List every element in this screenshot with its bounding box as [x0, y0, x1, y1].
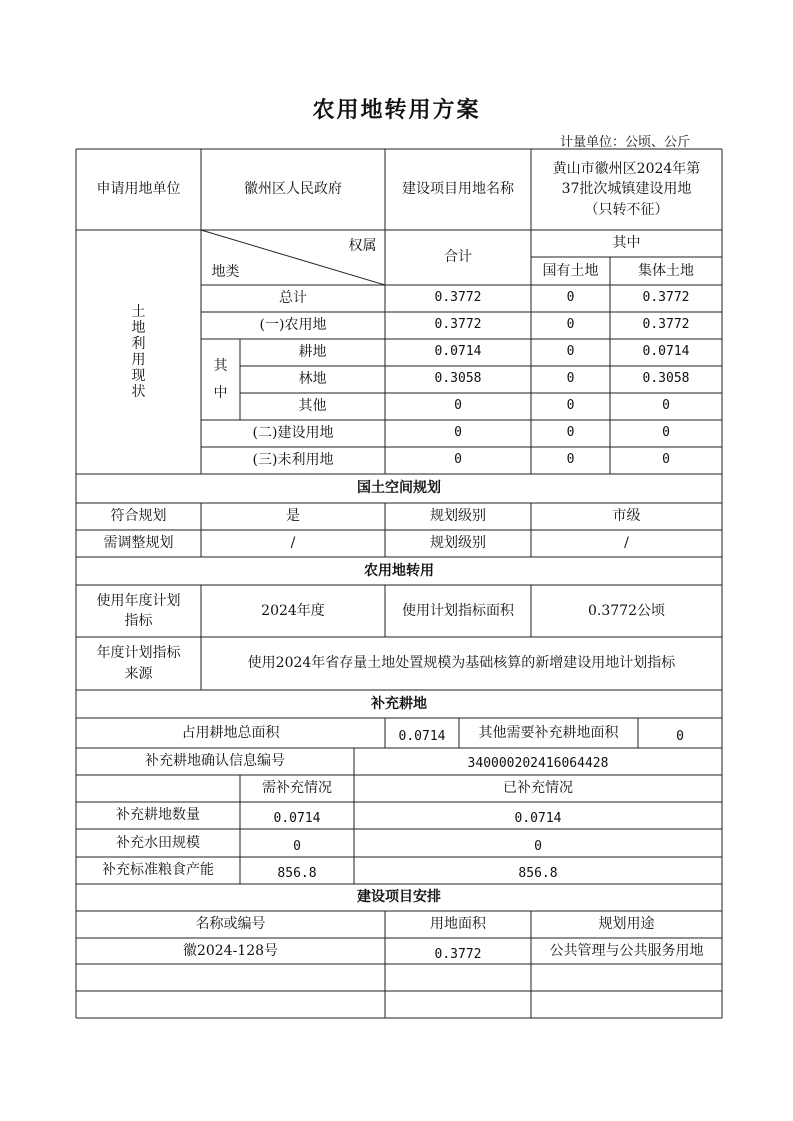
- row-label: (三)未利用地: [252, 452, 334, 469]
- vertical-char: 利: [131, 335, 146, 352]
- unit-note: 计量单位：公顷、公斤: [560, 135, 691, 150]
- state-land-header: 国有土地: [542, 262, 599, 279]
- source-label: [76, 637, 201, 690]
- plan-label: [76, 585, 201, 637]
- conform-value: 是: [286, 508, 300, 525]
- supplement-row-need: 0: [293, 838, 301, 854]
- conform-label: 符合规划: [110, 508, 167, 525]
- adjust-label: 需调整规划: [103, 535, 174, 552]
- document-title: 农用地转用方案: [312, 98, 481, 123]
- occupied-value: 0.0714: [398, 728, 446, 744]
- row-label: 总计: [279, 290, 307, 307]
- project-name-line1: 黄山市徽州区2024年第: [552, 161, 701, 178]
- source-label-line2: 来源: [124, 665, 153, 682]
- supplement-row-done: 856.8: [518, 866, 558, 882]
- row-label: 其他: [298, 398, 327, 415]
- row-collective: 0.3772: [642, 290, 690, 306]
- col-use-header: 规划用途: [598, 916, 655, 933]
- row-total: 0.3058: [434, 371, 482, 387]
- project-name-line2: 37批次城镇建设用地: [561, 181, 692, 198]
- supplement-row-done: 0: [534, 838, 542, 854]
- row-state: 0: [566, 452, 575, 468]
- row-collective: 0: [662, 452, 670, 468]
- done-header: 已补充情况: [503, 780, 573, 797]
- project-name: [531, 149, 722, 230]
- row-total: 0: [454, 452, 462, 468]
- spatial-planning-heading: 国土空间规划: [357, 480, 441, 497]
- total-column-header: 合计: [444, 249, 472, 266]
- source-value: 使用2024年省存量土地处置规模为基础核算的新增建设用地计划指标: [247, 655, 676, 672]
- supplement-row-need: 856.8: [277, 866, 317, 882]
- vertical-char: 中: [213, 384, 228, 401]
- row-collective: 0.0714: [642, 344, 690, 360]
- supplement-row-need: 0.0714: [273, 811, 321, 827]
- row-total: 0.3772: [434, 317, 482, 333]
- row-state: 0: [566, 425, 575, 441]
- col-name-header: 名称或编号: [195, 916, 266, 933]
- row-state: 0: [566, 344, 575, 360]
- supplement-row-label: 补充水田规模: [116, 834, 200, 851]
- diag-ownership-label: 权属: [348, 237, 377, 254]
- row-state: 0: [566, 317, 575, 333]
- among-header: 其中: [612, 235, 641, 252]
- project-name-line3: （只转不征）: [584, 201, 669, 218]
- row-collective: 0.3058: [642, 371, 690, 387]
- vertical-char: 现: [131, 368, 146, 385]
- plan-area-value: 0.3772公顷: [588, 602, 665, 619]
- plan-label-line2: 指标: [124, 613, 153, 629]
- row-collective: 0: [662, 425, 670, 441]
- code-value: 340000202416064428: [467, 756, 609, 772]
- code-label: 补充耕地确认信息编号: [145, 753, 285, 770]
- col-area-header: 用地面积: [430, 916, 486, 933]
- source-label-line1: 年度计划指标: [96, 645, 181, 662]
- plan-value: 2024年度: [261, 602, 325, 619]
- row-label: 林地: [298, 371, 327, 388]
- level-label: 规划级别: [430, 508, 486, 525]
- collective-land-header: 集体土地: [638, 262, 694, 279]
- applicant-value: 徽州区人民政府: [244, 181, 342, 198]
- vertical-char: 状: [131, 384, 146, 401]
- among-vertical-label: [201, 339, 240, 420]
- vertical-char: 其: [213, 357, 228, 374]
- row-collective: 0.3772: [642, 317, 690, 333]
- row-label: (二)建设用地: [252, 425, 334, 442]
- occupied-label: 占用耕地总面积: [181, 724, 280, 741]
- row-state: 0: [566, 290, 575, 306]
- supplement-row-label: 补充标准粮食产能: [102, 862, 214, 879]
- arrangement-row-use: 公共管理与公共服务用地: [549, 942, 704, 959]
- level-value-2: /: [624, 535, 629, 552]
- diag-landtype-label: 地类: [211, 263, 240, 280]
- row-total: 0.0714: [434, 344, 482, 360]
- supplement-heading: 补充耕地: [371, 695, 427, 712]
- level-label-2: 规划级别: [430, 535, 486, 552]
- land-use-section-label: [76, 230, 201, 474]
- adjust-value: /: [290, 535, 296, 552]
- supplement-row-done: 0.0714: [514, 811, 562, 827]
- row-label: (一)农用地: [259, 317, 327, 334]
- row-state: 0: [566, 398, 575, 414]
- conversion-heading: 农用地转用: [364, 562, 434, 579]
- row-total: 0.3772: [434, 290, 482, 306]
- other-supplement-label: 其他需要补充耕地面积: [478, 724, 619, 741]
- arrangement-heading: 建设项目安排: [357, 889, 441, 906]
- plan-label-line1: 使用年度计划: [96, 592, 181, 609]
- vertical-char: 地: [131, 319, 146, 336]
- row-state: 0: [566, 371, 575, 387]
- vertical-char: 用: [131, 352, 146, 368]
- need-header: 需补充情况: [262, 780, 332, 797]
- row-total: 0: [454, 398, 462, 414]
- level-value: 市级: [612, 508, 641, 525]
- row-collective: 0: [662, 398, 670, 414]
- row-label: 耕地: [298, 344, 327, 361]
- supplement-row-label: 补充耕地数量: [116, 807, 200, 824]
- other-supplement-value: 0: [676, 728, 684, 744]
- row-total: 0: [454, 425, 462, 441]
- plan-area-label: 使用计划指标面积: [402, 602, 514, 619]
- vertical-char: 土: [131, 303, 146, 320]
- arrangement-row-name: 徽2024-128号: [182, 942, 279, 959]
- project-label: 建设项目用地名称: [402, 181, 514, 198]
- applicant-label: 申请用地单位: [96, 181, 181, 198]
- arrangement-row-area: 0.3772: [434, 946, 482, 962]
